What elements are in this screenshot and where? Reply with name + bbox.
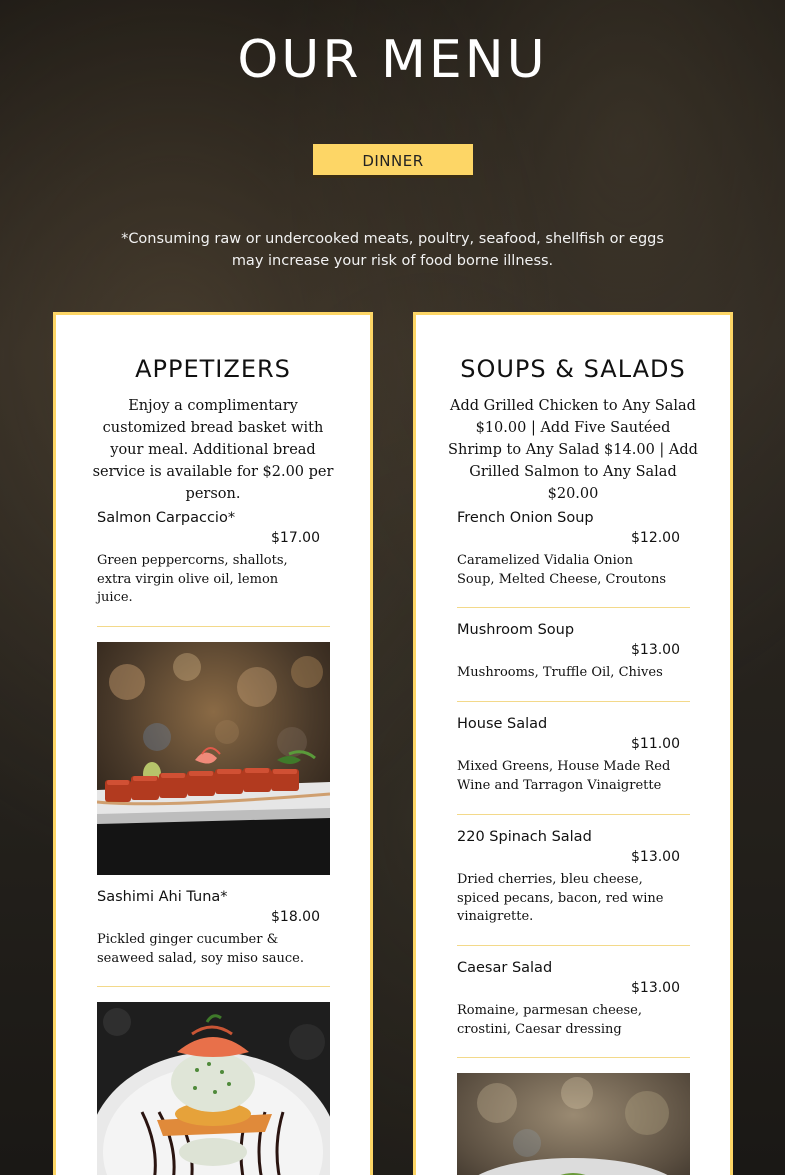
menu-item-price: $11.00	[631, 736, 680, 752]
soups-salads-panel	[413, 312, 733, 1175]
menu-item-description: Green peppercorns, shallots, extra virgin olive oil, lemon juice.	[97, 553, 288, 605]
sashimi-ahi-tuna-photo	[97, 642, 330, 875]
menu-item-description: Dried cherries, bleu cheese, spiced pecans, bacon, red wine vinaigrette.	[457, 872, 664, 924]
menu-item-price: $13.00	[631, 980, 680, 996]
menu-item-description: Pickled ginger cucumber & seaweed salad, soy miso sauce.	[97, 932, 304, 966]
menu-item-name: 220 Spinach Salad	[457, 829, 592, 845]
menu-item-price: $12.00	[631, 530, 680, 546]
appetizers-panel	[53, 312, 373, 1175]
soups-salads-intro: Add Grilled Chicken to Any Salad $10.00 | Add Five Sautéed Shrimp to Any Salad $14.00 | Add Grilled Salmon to Any Salad $20.00	[448, 398, 698, 502]
menu-item-name: Caesar Salad	[457, 960, 553, 976]
food-safety-disclaimer: *Consuming raw or undercooked meats, poultry, seafood, shellfish or eggs may increase your risk of food borne illness.	[121, 231, 664, 269]
menu-item-price: $13.00	[631, 642, 680, 658]
menu-item-description: Caramelized Vidalia Onion Soup, Melted Cheese, Croutons	[457, 553, 667, 587]
appetizers-title: APPETIZERS	[135, 355, 291, 383]
menu-item-description: Romaine, parmesan cheese, crostini, Caesar dressing	[457, 1003, 642, 1037]
menu-item-description: Mushrooms, Truffle Oil, Chives	[457, 665, 663, 680]
menu-item-description: Mixed Greens, House Made Red Wine and Tarragon Vinaigrette	[457, 759, 671, 793]
menu-item-price: $18.00	[271, 909, 320, 925]
menu-item-price: $13.00	[631, 849, 680, 865]
item-divider	[457, 607, 690, 608]
item-divider	[457, 945, 690, 946]
menu-item-name: French Onion Soup	[457, 510, 594, 526]
page-title: OUR MENU	[237, 30, 548, 90]
item-divider	[457, 814, 690, 815]
item-divider	[457, 701, 690, 702]
tab-dinner[interactable]: DINNER	[313, 144, 473, 178]
menu-item-name: House Salad	[457, 716, 548, 732]
item-divider	[457, 1057, 690, 1058]
appetizer-plate-photo	[97, 1002, 330, 1175]
menu-item-name: Salmon Carpaccio*	[97, 510, 236, 526]
item-divider	[97, 986, 330, 987]
salad-photo	[457, 1073, 690, 1175]
menu-item-name: Sashimi Ahi Tuna*	[97, 889, 228, 905]
item-divider	[97, 626, 330, 627]
menu-item-name: Mushroom Soup	[457, 622, 575, 638]
soups-salads-title: SOUPS & SALADS	[460, 355, 686, 383]
appetizers-intro: Enjoy a complimentary customized bread basket with your meal. Additional bread service is available for $2.00 per person.	[92, 398, 334, 502]
menu-item-price: $17.00	[271, 530, 320, 546]
